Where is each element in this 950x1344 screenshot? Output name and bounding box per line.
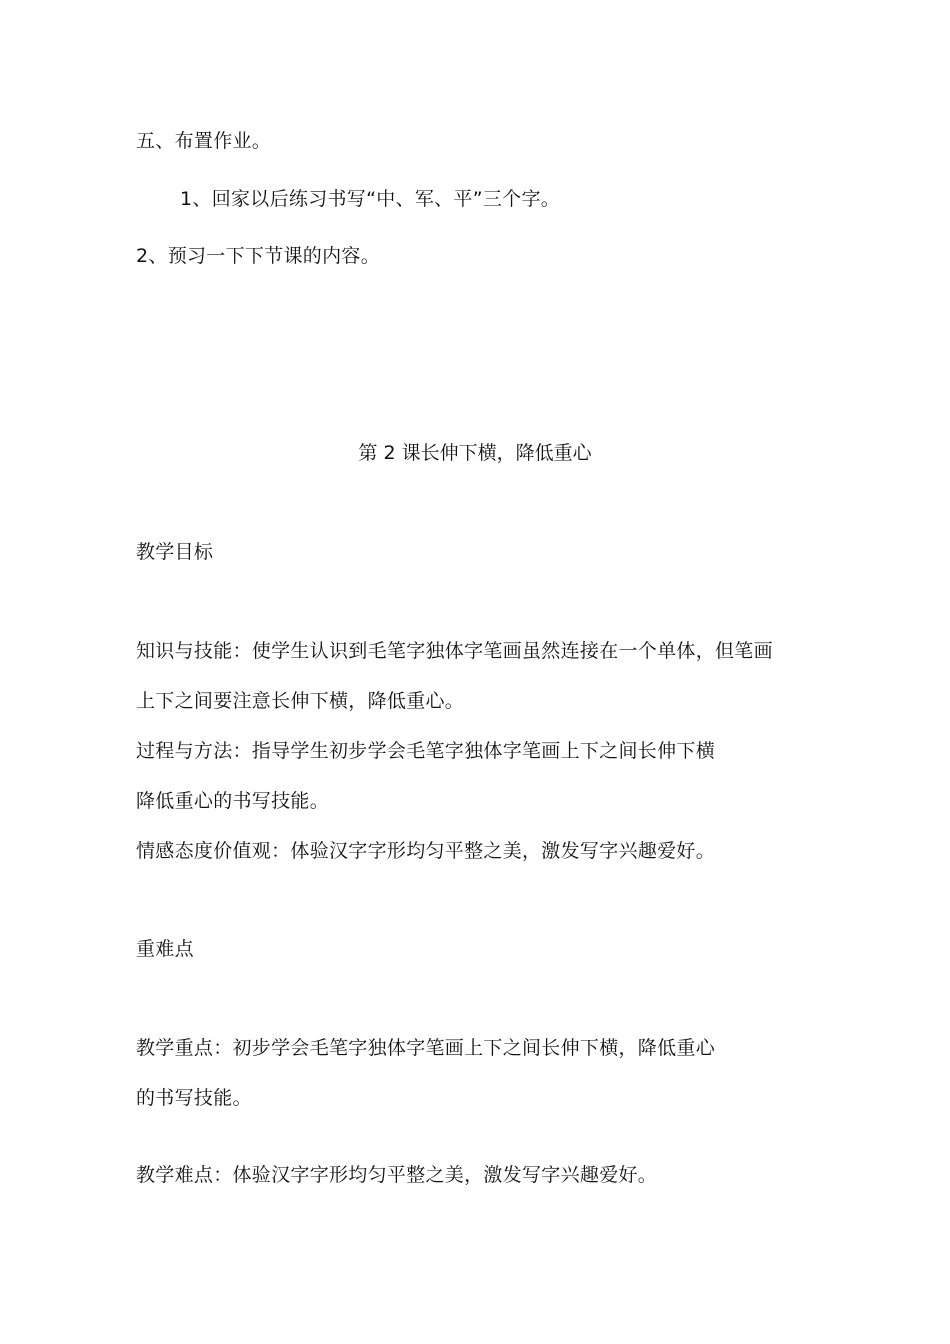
teaching-difficulty-line: 教学难点：体验汉字字形均匀平整之美，激发写字兴趣爱好。: [136, 1164, 658, 1186]
knowledge-skills-line-1: 知识与技能：使学生认识到毛笔字独体字笔画虽然连接在一个单体，但笔画: [136, 640, 773, 662]
process-methods-line-2: 降低重心的书写技能。: [136, 790, 330, 812]
lesson-title: 第 2 课长伸下横，降低重心: [358, 442, 592, 464]
objectives-heading: 教学目标: [136, 541, 214, 563]
emotion-values-line: 情感态度价值观：体验汉字字形均匀平整之美，激发写字兴趣爱好。: [136, 840, 716, 862]
teaching-focus-line-2: 的书写技能。: [136, 1087, 252, 1109]
teaching-focus-line-1: 教学重点：初步学会毛笔字独体字笔画上下之间长伸下横，降低重心: [136, 1037, 716, 1059]
section-five-heading: 五、布置作业。: [136, 130, 272, 152]
knowledge-skills-line-2: 上下之间要注意长伸下横，降低重心。: [136, 690, 465, 712]
homework-item-2: 2、预习一下下节课的内容。: [136, 245, 380, 267]
homework-item-1: 1、回家以后练习书写“中、军、平”三个字。: [180, 188, 561, 210]
key-points-heading: 重难点: [136, 938, 194, 960]
process-methods-line-1: 过程与方法：指导学生初步学会毛笔字独体字笔画上下之间长伸下横: [136, 740, 716, 762]
